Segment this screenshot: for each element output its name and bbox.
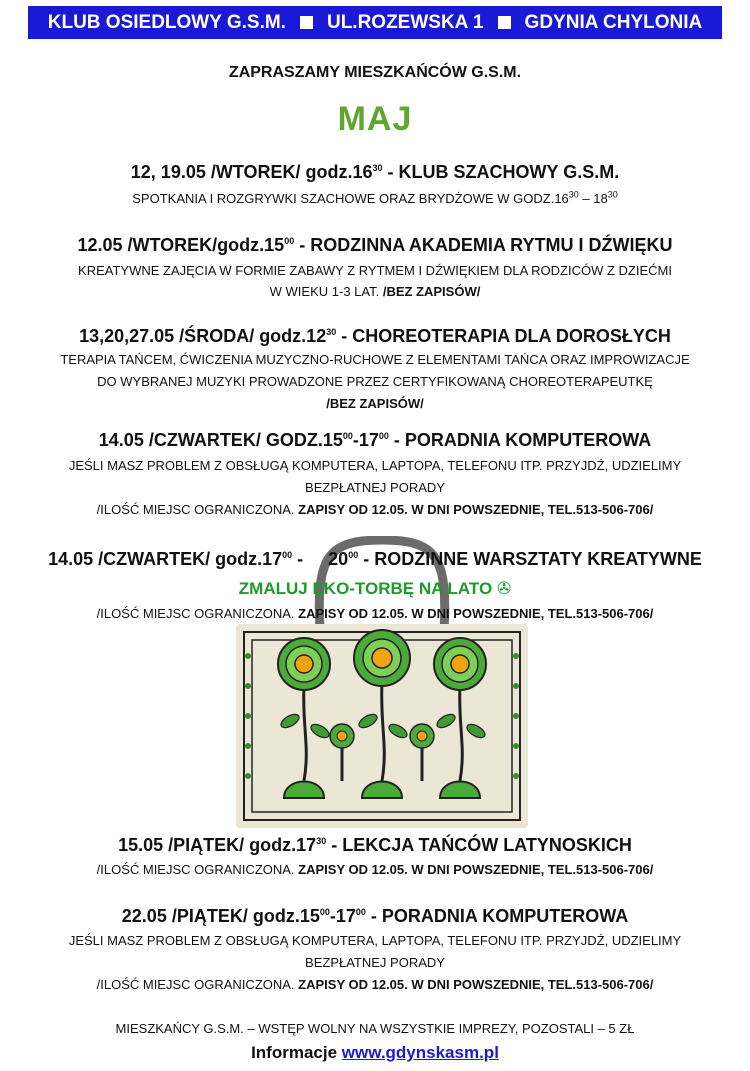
event-5-subtitle: ZMALUJ EKO-TORBĘ NA LATO ✇	[238, 579, 512, 598]
event-7-title: 22.05 /PIĄTEK/ $godz.15^{00}-17^{00}$ - PORADNIA KOMPUTEROWA	[121, 906, 629, 926]
event-5-title: 14.05 /CZWARTEK/ $godz.17^{00}$ - $20^{00}$ - RODZINNE WARSZTATY KREATYWNE	[48, 549, 702, 569]
event-2-description-line-1: KREATYWNE ZAJĘCIA W FORMIE ZABAWY Z RYTMEM I DŹWIĘKIEM DLA RODZICÓW Z DZIEĆMI	[78, 263, 672, 278]
header-city: GDYNIA CHYLONIA	[524, 11, 703, 33]
event-3-title: 13,20,27.05 /ŚRODA/ $godz.12^{30}$ - CHOREOTERAPIA DLA DOROSŁYCH	[79, 326, 671, 346]
header-banner	[28, 6, 722, 39]
event-7-description-line-2: BEZPŁATNEJ PORADY	[305, 955, 445, 970]
event-6-title: 15.05 /PIĄTEK/ $godz.17^{30}$ - LEKCJA TAŃCÓW LATYNOSKICH	[118, 835, 632, 855]
event-4-registration: /ILOŚĆ MIEJSC OGRANICZONA. ZAPISY OD 12.05. W DNI POWSZEDNIE, TEL.513-506-706/	[96, 502, 654, 517]
event-4-description-line-2: BEZPŁATNEJ PORADY	[305, 480, 445, 495]
event-5-registration: /ILOŚĆ MIEJSC OGRANICZONA. ZAPISY OD 12.05. W DNI POWSZEDNIE, TEL.513-506-706/	[96, 606, 654, 621]
event-3-description-line-2: DO WYBRANEJ MUZYKI PROWADZONE PRZEZ CERTYFIKOWANĄ CHOREOTERAPEUTKĘ	[97, 374, 653, 389]
website-link[interactable]: www.gdynskasm.pl	[341, 1043, 499, 1062]
header-address: UL.ROZEWSKA 1	[326, 11, 484, 33]
event-7-registration: /ILOŚĆ MIEJSC OGRANICZONA. ZAPISY OD 12.05. W DNI POWSZEDNIE, TEL.513-506-706/	[96, 977, 654, 992]
event-1-title: 12, 19.05 /WTOREK/ $godz.16^{30}$ - KLUB SZACHOWY G.S.M.	[130, 162, 620, 182]
event-3-description-line-1: TERAPIA TAŃCEM, ĆWICZENIA MUZYCZNO-RUCHOWE Z ELEMENTAMI TAŃCA ORAZ IMPROWIZACJE	[60, 352, 690, 367]
event-4-description-line-1: JEŚLI MASZ PROBLEM Z OBSŁUGĄ KOMPUTERA, LAPTOPA, TELEFONU ITP. PRZYJDŹ, UDZIELIMY	[68, 458, 682, 473]
square-bullet-icon	[498, 16, 511, 29]
invite-heading: ZAPRASZAMY MIESZKAŃCÓW G.S.M.	[228, 64, 522, 81]
event-1-description: SPOTKANIA I ROZGRYWKI SZACHOWE ORAZ BRYDŻOWE W $GODZ.16^{30} - 18^{30}$	[132, 189, 618, 206]
footer-info: Informacje www.gdynskasm.pl	[251, 1043, 499, 1062]
header-club-name: KLUB OSIEDLOWY G.S.M.	[47, 11, 286, 33]
event-7-description-line-1: JEŚLI MASZ PROBLEM Z OBSŁUGĄ KOMPUTERA, LAPTOPA, TELEFONU ITP. PRZYJDŹ, UDZIELIMY	[68, 933, 682, 948]
month-title: MAJ	[337, 100, 413, 138]
event-2-title: 12.05 $/WTOREK/godz.15^{00}$ - RODZINNA AKADEMIA RYTMU I DŹWIĘKU	[77, 235, 673, 255]
footer-entry-note: MIESZKAŃCY G.S.M. – WSTĘP WOLNY NA WSZYSTKIE IMPREZY, POZOSTALI – 5 ZŁ	[115, 1021, 635, 1036]
event-4-title: 14.05 /CZWARTEK/ $GODZ.15^{00}-17^{00}$ - PORADNIA KOMPUTEROWA	[98, 430, 652, 450]
event-2-description-line-2: W WIEKU 1-3 LAT. /BEZ ZAPISÓW/	[269, 284, 481, 299]
event-6-registration: /ILOŚĆ MIEJSC OGRANICZONA. ZAPISY OD 12.05. W DNI POWSZEDNIE, TEL.513-506-706/	[96, 862, 654, 877]
square-bullet-icon	[300, 16, 313, 29]
event-3-description-line-3: /BEZ ZAPISÓW/	[326, 396, 424, 411]
